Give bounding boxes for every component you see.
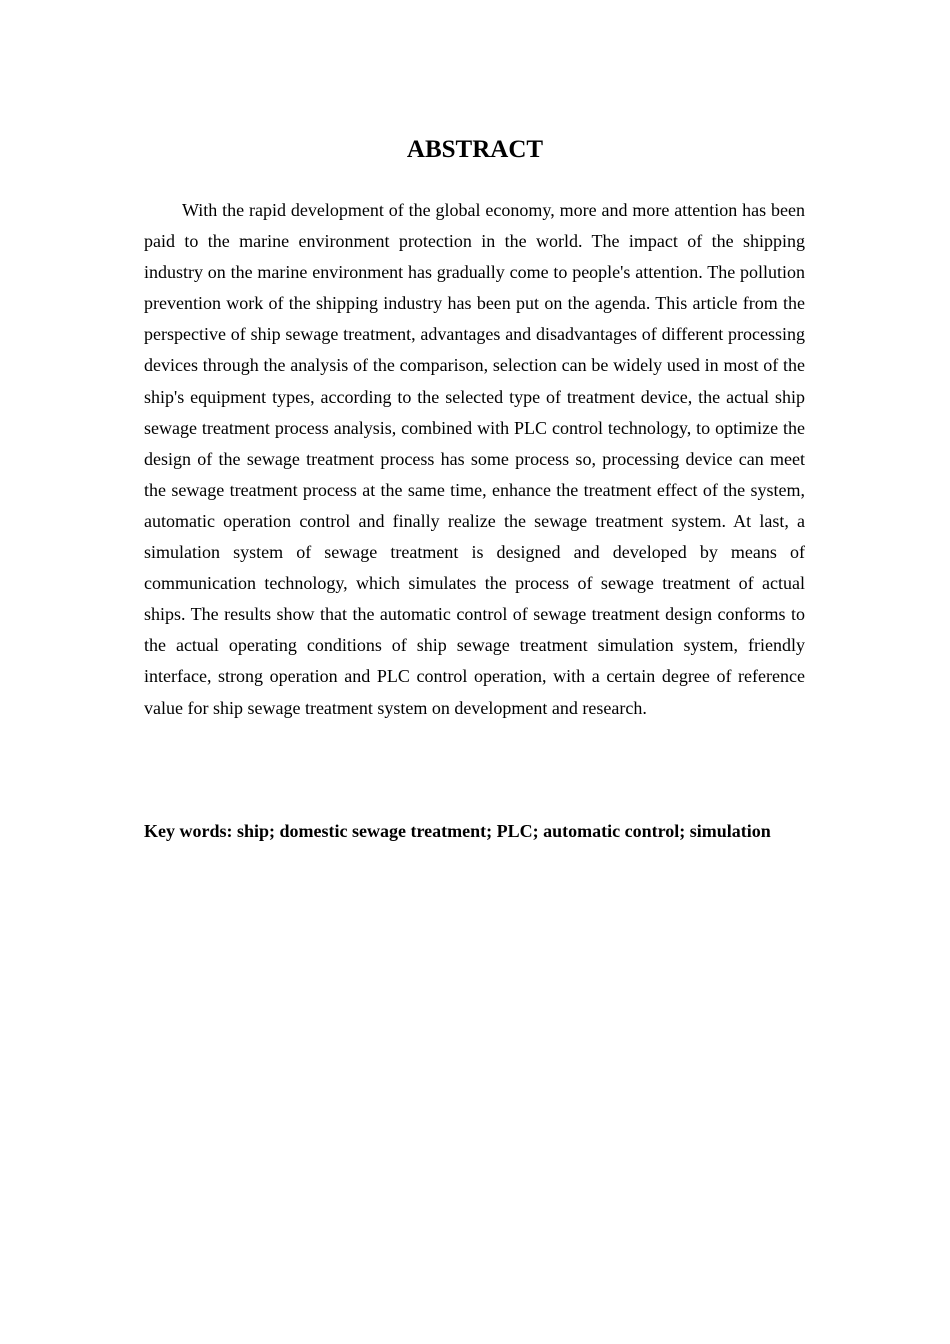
abstract-paragraph: With the rapid development of the global economy, more and more attention has been paid to the marine environment protection in the world. The impact of the shipping industry on the marine environment has gradually come to people's attention. The pollution prevention work of the shipping industry has been put on the agenda. This article from the perspective of ship sewage treatment, advantages and disadvantages of different processing devices through the analysis of the comparison, selection can be widely used in most of the ship's equipment types, according to the selected type of treatment device, the actual ship sewage treatment process analysis, combined with PLC control technology, to optimize the design of the sewage treatment process has some process so, processing device can meet the sewage treatment process at the same time, enhance the treatment effect of the system, automatic operation control and finally realize the sewage treatment system. At last, a simulation system of sewage treatment is designed and developed by means of communication technology, which simulates the process of sewage treatment of actual ships. The results show that the automatic control of sewage treatment design conforms to the actual operating conditions of ship sewage treatment simulation system, friendly interface, strong operation and PLC control operation, with a certain degree of reference value for ship sewage treatment system on development and research.	[144, 200, 805, 718]
page-title: ABSTRACT	[406, 136, 544, 163]
keywords-line: Key words: ship; domestic sewage treatment; PLC; automatic control; simulation	[144, 821, 771, 841]
